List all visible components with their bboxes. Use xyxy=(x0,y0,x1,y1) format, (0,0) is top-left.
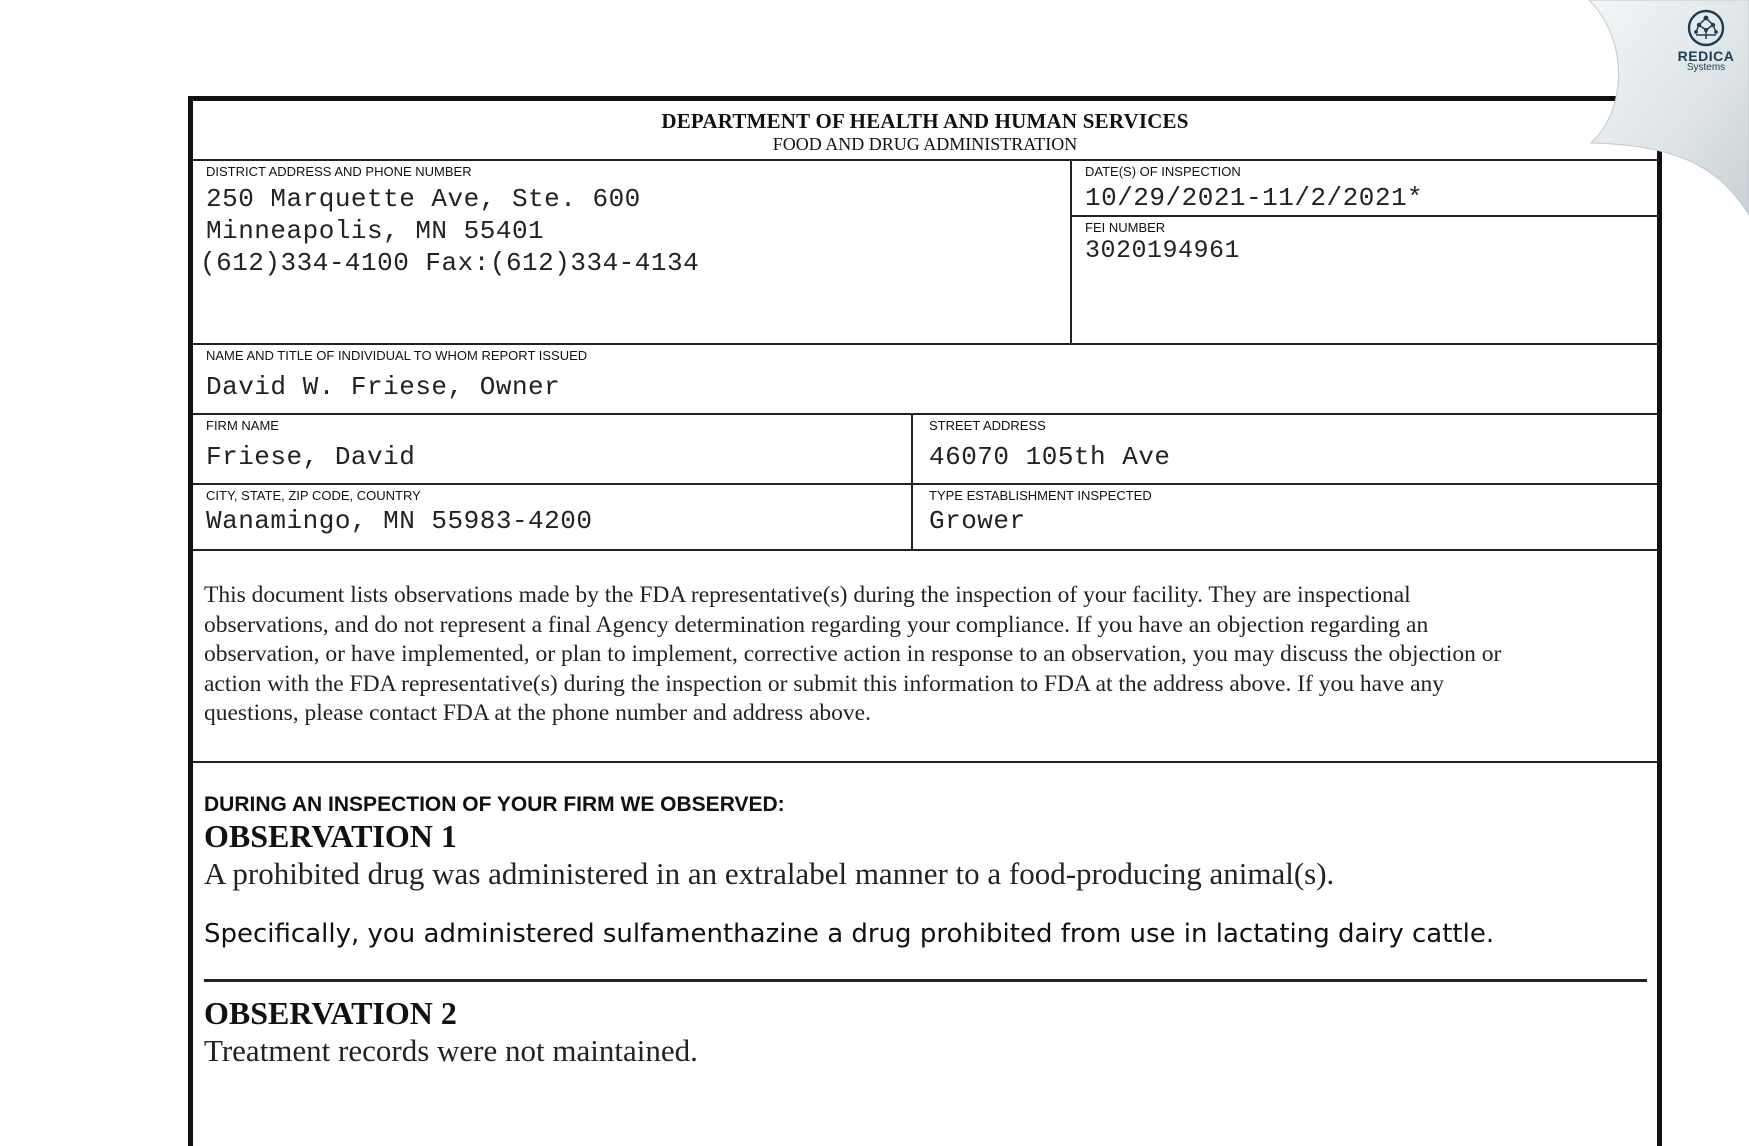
street-value: 46070 105th Ave xyxy=(929,442,1171,472)
individual-cell xyxy=(193,345,1657,413)
street-label: STREET ADDRESS xyxy=(929,418,1046,433)
individual-row xyxy=(193,345,1657,415)
observation-1-title: OBSERVATION 1 xyxy=(204,818,457,854)
firm-label: FIRM NAME xyxy=(206,418,279,433)
fda-483-form xyxy=(188,96,1662,1146)
observation-divider xyxy=(204,979,1647,982)
logo-subtitle: Systems xyxy=(1686,62,1726,73)
district-label: DISTRICT ADDRESS AND PHONE NUMBER xyxy=(206,164,472,179)
observations-heading: DURING AN INSPECTION OF YOUR FIRM WE OBSERVED: xyxy=(204,793,785,816)
establishment-cell xyxy=(911,485,1657,549)
street-cell xyxy=(911,415,1657,483)
observation-1-text: A prohibited drug was administered in an extralabel manner to a food-producing animal(s). xyxy=(204,856,1335,891)
notice-line: observation, or have implemented, or plan to implement, corrective action in response to an observation, you may discuss the objection or xyxy=(204,641,1502,667)
notice-paragraph xyxy=(193,551,1657,763)
logo-name: REDICA xyxy=(1677,48,1735,64)
observation-1-specifics: Specifically, you administered sulfamenthazine a drug prohibited from use in lactating dairy cattle. xyxy=(204,919,1495,949)
city-value: Wanamingo, MN 55983-4200 xyxy=(206,506,593,536)
firm-cell xyxy=(193,415,911,483)
district-line2: Minneapolis, MN 55401 xyxy=(206,216,545,246)
establishment-label: TYPE ESTABLISHMENT INSPECTED xyxy=(929,488,1152,503)
redica-logo xyxy=(1671,8,1741,73)
city-row xyxy=(193,485,1657,551)
city-cell xyxy=(193,485,911,549)
inspection-dates-label: DATE(S) OF INSPECTION xyxy=(1085,164,1241,179)
fei-label: FEI NUMBER xyxy=(1085,220,1166,235)
establishment-value: Grower xyxy=(929,506,1026,536)
notice-line: This document lists observations made by the FDA representative(s) during the inspection of your facility. They are inspectional xyxy=(204,582,1411,608)
fei-value: 3020194961 xyxy=(1085,236,1241,265)
firm-value: Friese, David xyxy=(206,442,416,472)
observations-section xyxy=(193,793,1657,1070)
individual-value: David W. Friese, Owner xyxy=(206,372,561,402)
observation-2-title: OBSERVATION 2 xyxy=(204,995,457,1031)
department-title: DEPARTMENT OF HEALTH AND HUMAN SERVICES xyxy=(661,109,1189,133)
firm-row xyxy=(193,415,1657,485)
observation-2-text: Treatment records were not maintained. xyxy=(204,1033,698,1068)
agency-title: FOOD AND DRUG ADMINISTRATION xyxy=(772,134,1078,154)
district-phone: (612)334-4100 Fax:(612)334-4134 xyxy=(200,248,700,278)
notice-line: action with the FDA representative(s) during the inspection or submit this information to FDA at the address above. If you have any xyxy=(204,670,1445,697)
form-header xyxy=(193,101,1657,161)
address-row xyxy=(193,161,1657,345)
notice-line: questions, please contact FDA at the phone number and address above. xyxy=(204,700,871,726)
city-label: CITY, STATE, ZIP CODE, COUNTRY xyxy=(206,488,421,503)
individual-label: NAME AND TITLE OF INDIVIDUAL TO WHOM REPORT ISSUED xyxy=(206,348,588,363)
fei-cell xyxy=(1072,217,1657,267)
district-line1: 250 Marquette Ave, Ste. 600 xyxy=(206,184,641,214)
inspection-dates-value: 10/29/2021-11/2/2021* xyxy=(1085,183,1424,213)
network-tree-icon xyxy=(1686,8,1726,48)
district-cell xyxy=(193,161,1070,343)
notice-line: observations, and do not represent a final Agency determination regarding your compliance. If you have an objection regarding an xyxy=(204,611,1429,638)
